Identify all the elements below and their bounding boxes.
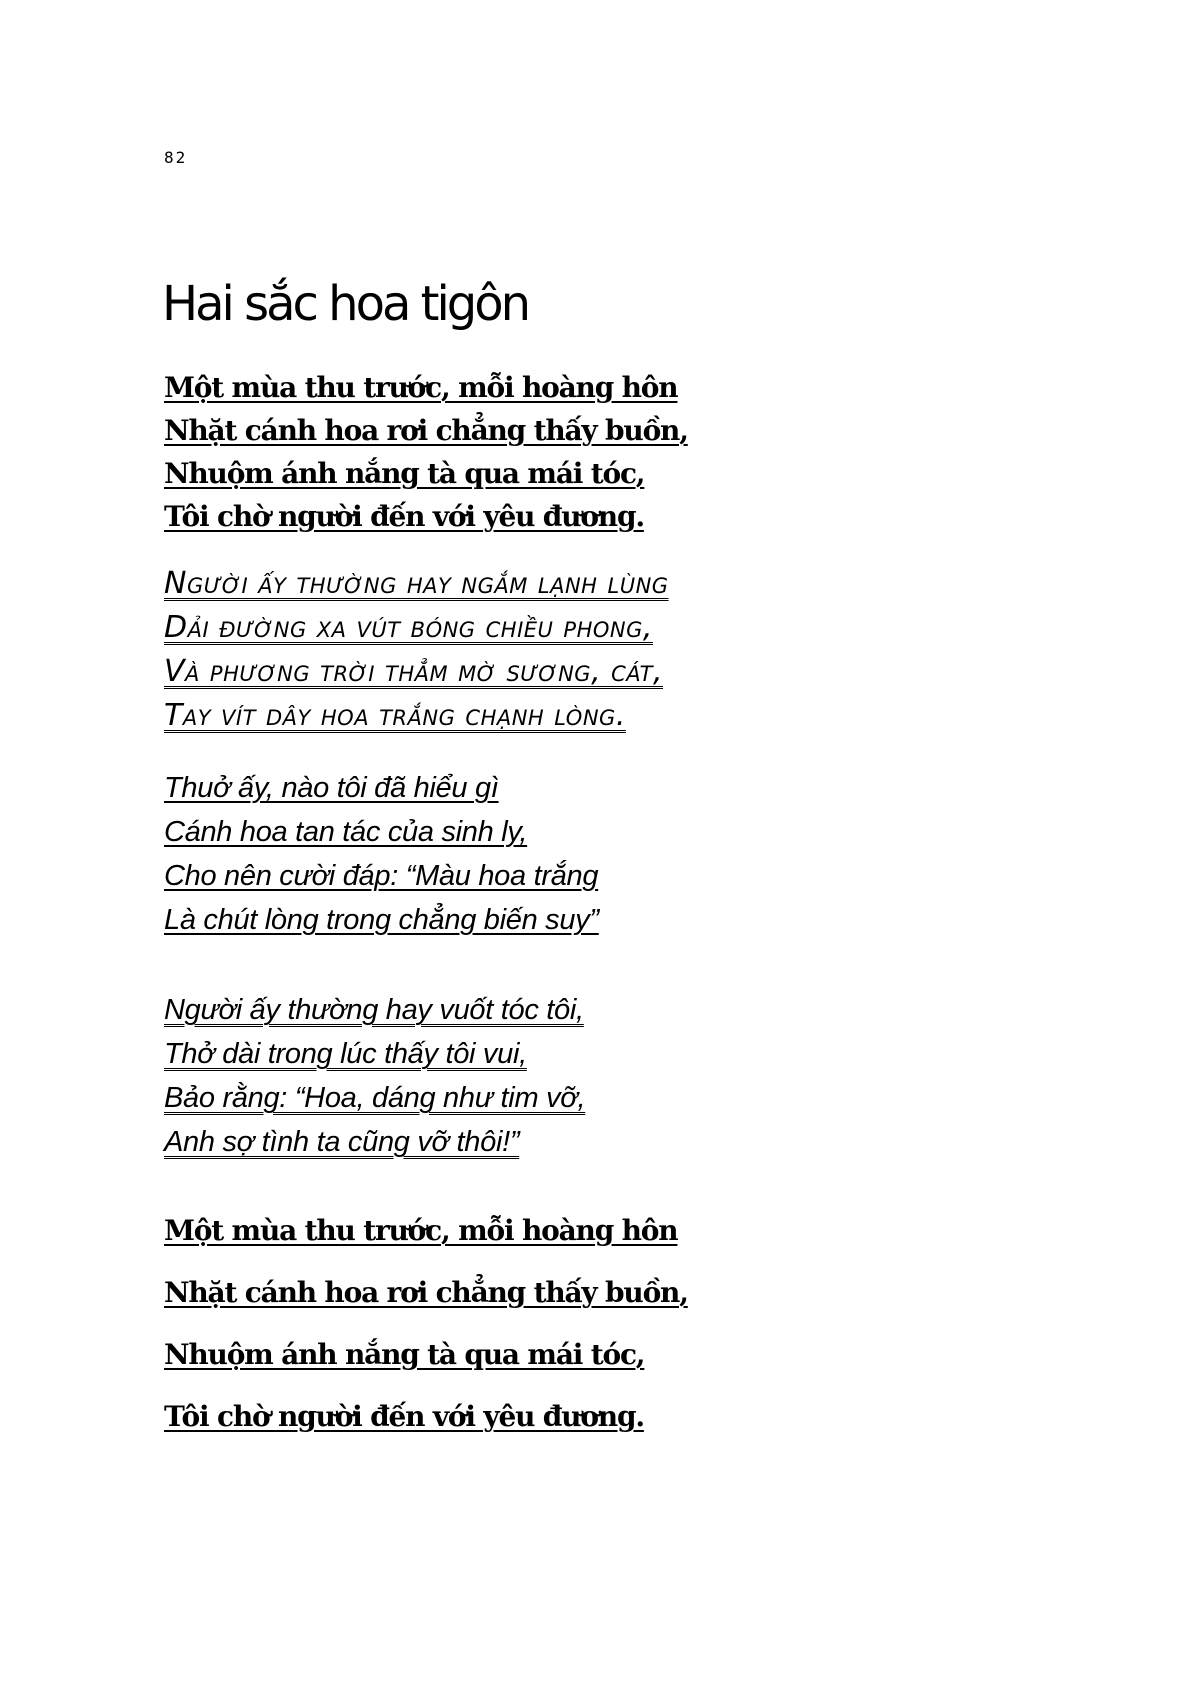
- stanza-4: [164, 988, 585, 1164]
- poem-line: Cánh hoa tan tác của sinh ly,: [164, 816, 528, 848]
- poem-line: Bảo rằng: “Hoa, dáng như tim vỡ,: [164, 1082, 586, 1114]
- page-number: 82: [164, 148, 188, 167]
- stanza-5: [164, 1200, 688, 1448]
- poem-line: Nhặt cánh hoa rơi chẳng thấy buồn,: [164, 1276, 688, 1309]
- poem-title: Hai sắc hoa tigôn: [162, 276, 529, 332]
- stanza-2: [164, 562, 669, 738]
- poem-line: Người ấy thường hay ngắm lạnh lùng: [164, 566, 669, 601]
- poem-line: Anh sợ tình ta cũng vỡ thôi!”: [164, 1126, 520, 1158]
- poem-line: Một mùa thu trước, mỗi hoàng hôn: [164, 371, 678, 404]
- poem-line: Thuở ấy, nào tôi đã hiểu gì: [164, 772, 499, 804]
- poem-line: Người ấy thường hay vuốt tóc tôi,: [164, 994, 584, 1026]
- poem-line: Một mùa thu trước, mỗi hoàng hôn: [164, 1214, 678, 1247]
- poem-line: Và phương trời thẳm mờ sương, cát,: [164, 654, 663, 689]
- poem-line: Là chút lòng trong chẳng biến suy”: [164, 904, 599, 936]
- poem-line: Thở dài trong lúc thấy tôi vui,: [164, 1038, 527, 1070]
- poem-line: Nhặt cánh hoa rơi chẳng thấy buồn,: [164, 414, 688, 447]
- poem-line: Nhuộm ánh nắng tà qua mái tóc,: [164, 1338, 645, 1371]
- poem-line: Cho nên cười đáp: “Màu hoa trắng: [164, 860, 599, 892]
- poem-line: Tay vít dây hoa trắng chạnh lòng.: [164, 698, 626, 733]
- stanza-3: [164, 766, 599, 942]
- poem-line: Dải đường xa vút bóng chiều phong,: [164, 610, 653, 645]
- poem-line: Tôi chờ người đến với yêu đương.: [164, 500, 644, 533]
- poem-line: Tôi chờ người đến với yêu đương.: [164, 1400, 644, 1433]
- poem-line: Nhuộm ánh nắng tà qua mái tóc,: [164, 457, 645, 490]
- stanza-1: [164, 366, 688, 538]
